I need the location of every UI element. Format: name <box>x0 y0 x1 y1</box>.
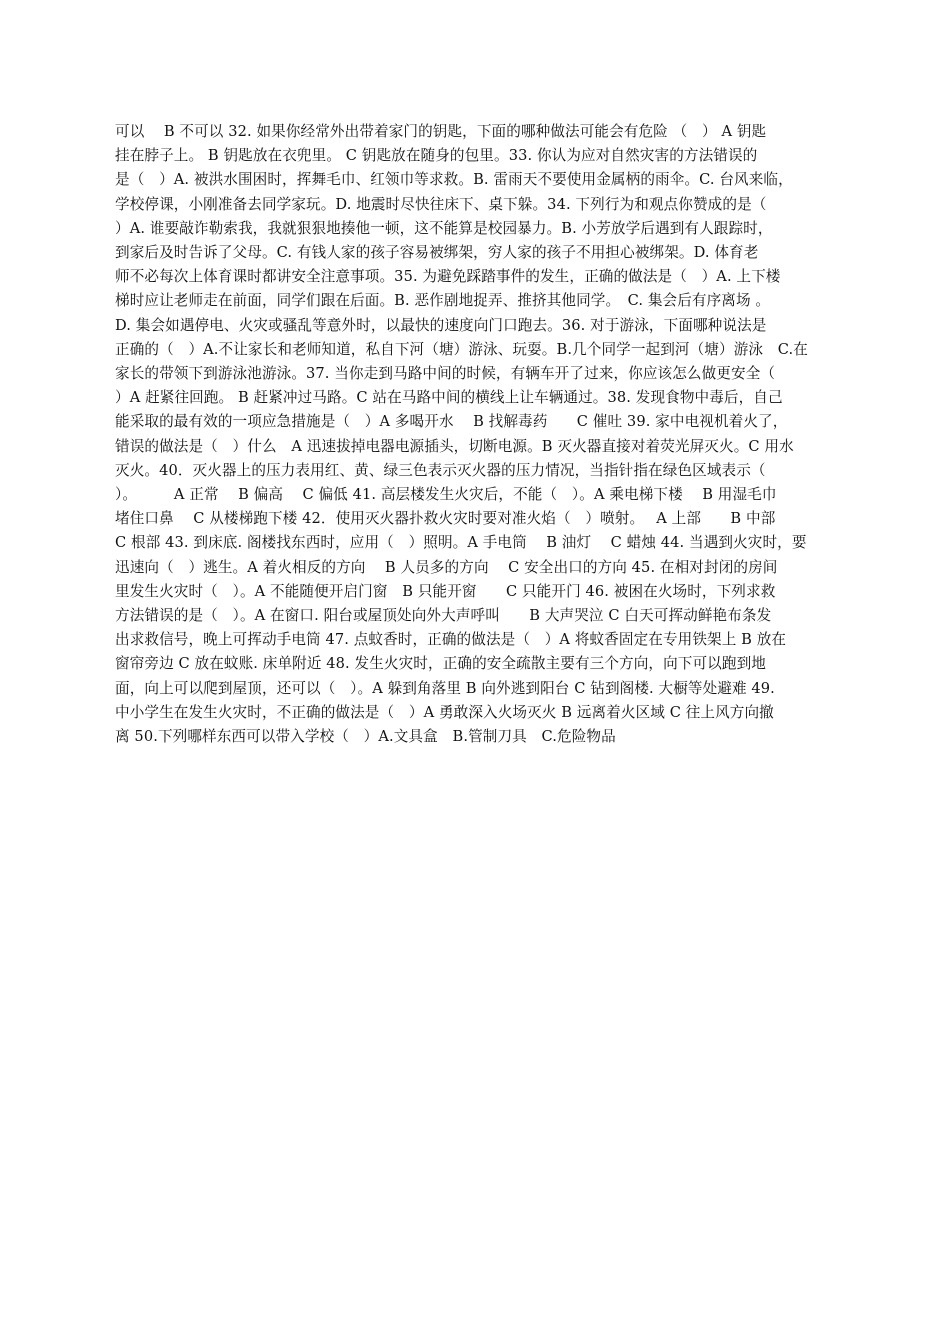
text-line: 方法错误的是（ ）。A 在窗口. 阳台或屋顶处向外大声呼叫 B 大声哭泣 C 白天可挥动鲜艳布条发 <box>115 607 772 625</box>
text-line: ）A. 谁要敲诈勒索我，我就狠狠地揍他一顿，这不能算是校园暴力。B. 小芳放学后遇到有人跟踪时， <box>115 219 773 237</box>
text-line: 错误的做法是（ ）什么 A 迅速拔掉电器电源插头，切断电源。B 灭火器直接对着荧光屏灭火。C 用水 <box>115 437 794 455</box>
text-line: 里发生火灾时（ ）。A 不能随便开启门窗 B 只能开窗 C 只能开门 46. 被困在火场时，下列求救 <box>115 582 776 600</box>
text-line: 灭火。40．灭火器上的压力表用红、黄、绿三色表示灭火器的压力情况，当指针指在绿色区域表示（ <box>115 461 766 479</box>
text-line: 能采取的最有效的一项应急措施是（ ）A 多喝开水 B 找解毒药 C 催吐 39. 家中电视机着火了， <box>115 413 788 431</box>
text-line: 是（ ）A. 被洪水围困时，挥舞毛巾、红领巾等求救。B. 雷雨天不要使用金属柄的雨伞。C. 台风来临， <box>115 171 793 189</box>
text-line: 师不必每次上体育课时都讲安全注意事项。35. 为避免踩踏事件的发生，正确的做法是（ ）A. 上下楼 <box>115 268 781 286</box>
text-line: 面，向上可以爬到屋顶，还可以（ ）。A 躲到角落里 B 向外逃到阳台 C 钻到阁楼. 大橱等处避难 49. <box>115 679 775 697</box>
document-body-text <box>115 120 845 749</box>
text-line: ）。 A 正常 B 偏高 C 偏低 41. 高层楼发生火灾后，不能（ ）。A 乘电梯下楼 B 用湿毛巾 <box>115 486 777 504</box>
text-line: C 根部 43. 到床底. 阁楼找东西时，应用（ ）照明。A 手电筒 B 油灯 C 蜡烛 44. 当遇到火灾时，要 <box>115 534 807 552</box>
text-line: ）A 赶紧往回跑。 B 赶紧冲过马路。C 站在马路中间的横线上让车辆通过。38. 发现食物中毒后，自己 <box>115 389 783 407</box>
text-line: 到家后及时告诉了父母。C. 有钱人家的孩子容易被绑架，穷人家的孩子不用担心被绑架。D. 体育老 <box>115 244 759 262</box>
text-line: 正确的（ ）A.不让家长和老师知道，私自下河（塘）游泳、玩耍。B.几个同学一起到河（塘）游泳 C.在 <box>115 340 808 358</box>
text-line: 学校停课，小刚准备去同学家玩。D. 地震时尽快往床下、桌下躲。34. 下列行为和观点你赞成的是（ <box>115 195 767 213</box>
text-line: 窗帘旁边 C 放在蚊账. 床单附近 48. 发生火灾时，正确的安全疏散主要有三个方向，向下可以跑到地 <box>115 655 766 673</box>
text-line: 离 50.下列哪样东西可以带入学校（ ）A.文具盒 B.管制刀具 C.危险物品 <box>115 728 616 746</box>
text-line: 出求救信号，晚上可挥动手电筒 47. 点蚊香时，正确的做法是（ ）A 将蚊香固定在专用铁架上 B 放在 <box>115 631 787 649</box>
text-line: 可以 B 不可以 32. 如果你经常外出带着家门的钥匙，下面的哪种做法可能会有危险 （ ） A 钥匙 <box>115 123 767 140</box>
text-line: D. 集会如遇停电、火灾或骚乱等意外时，以最快的速度向门口跑去。36. 对于游泳，下面哪种说法是 <box>115 316 767 334</box>
text-line: 堵住口鼻 C 从楼梯跑下楼 42．使用灭火器扑救火灾时要对准火焰（ ）喷射。 A 上部 B 中部 <box>115 510 776 528</box>
text-line: 中小学生在发生火灾时，不正确的做法是（ ）A 勇敢深入火场灭火 B 远离着火区域 C 往上风方向撤 <box>115 703 774 721</box>
text-line: 梯时应让老师走在前面，同学们跟在后面。B. 恶作剧地捉弄、推挤其他同学。 C. 集会后有序离场 。 <box>115 292 771 310</box>
text-line: 迅速向（ ）逃生。A 着火相反的方向 B 人员多的方向 C 安全出口的方向 45. 在相对封闭的房间 <box>115 558 778 576</box>
text-line: 挂在脖子上。 B 钥匙放在衣兜里。 C 钥匙放在随身的包里。33. 你认为应对自然灾害的方法错误的 <box>115 147 758 165</box>
text-line: 家长的带领下到游泳池游泳。37. 当你走到马路中间的时候，有辆车开了过来，你应该怎么做更安全（ <box>115 365 776 383</box>
